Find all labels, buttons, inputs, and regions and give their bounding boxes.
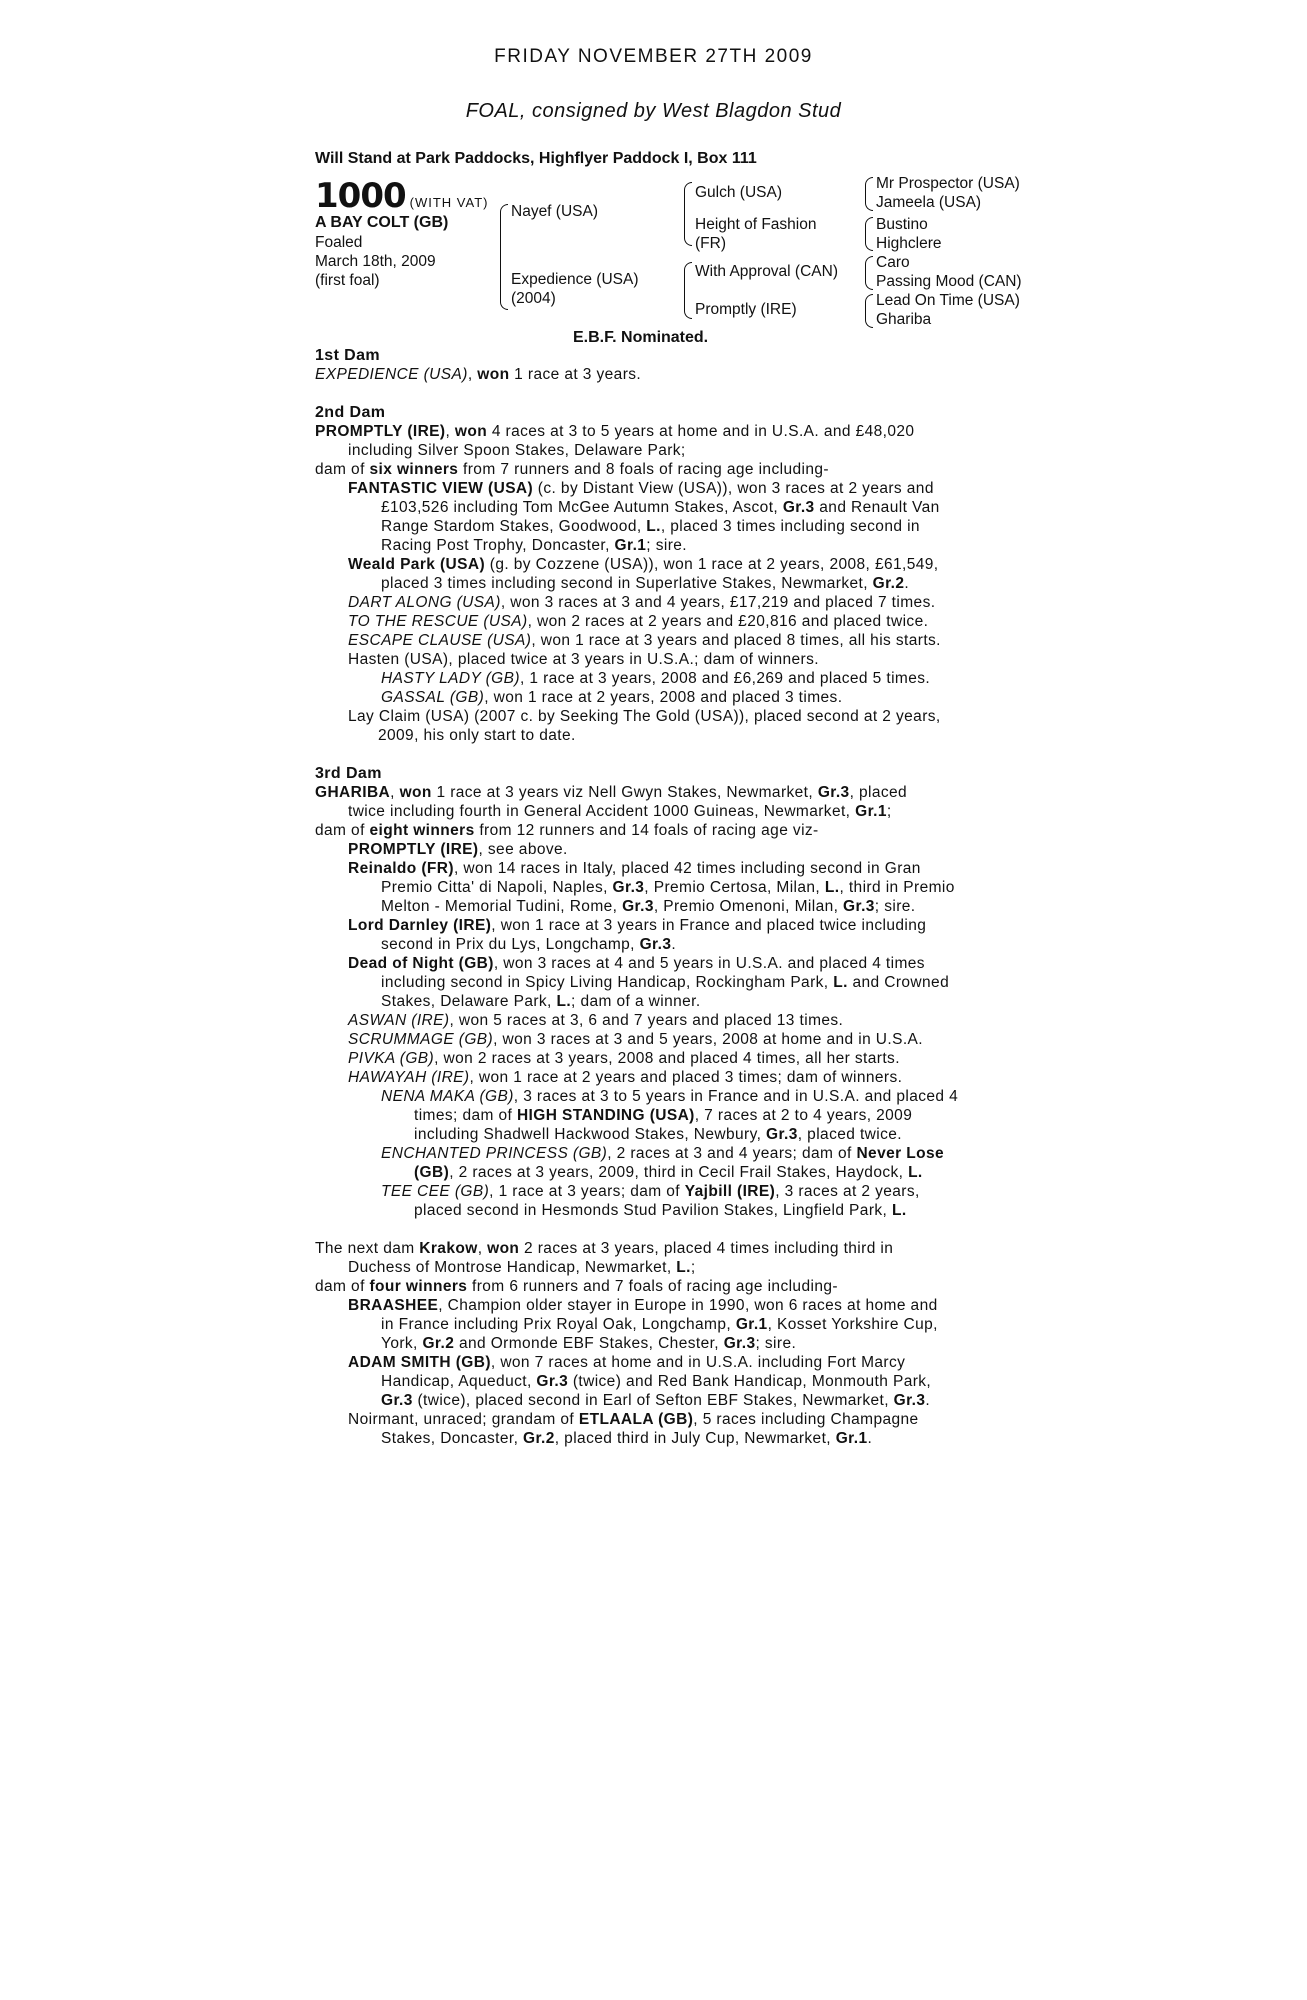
text: dam of <box>315 822 370 839</box>
horse-name: FANTASTIC VIEW (USA) <box>348 480 534 497</box>
text: ; <box>886 803 892 820</box>
pedigree-ssd: Jameela (USA) <box>876 194 982 211</box>
horse-name: ESCAPE CLAUSE (USA) <box>348 632 532 649</box>
brace-gs1 <box>865 177 873 211</box>
produce-braashee <box>315 1296 995 1315</box>
text: , placed <box>849 784 908 801</box>
text: , 7 races at 2 to 4 years, 2009 <box>694 1107 913 1124</box>
listed: L. <box>556 993 572 1010</box>
horse-name: BRAASHEE <box>348 1297 439 1314</box>
winners-count: eight winners <box>369 822 475 839</box>
text: , 1 race at 3 years; dam of <box>489 1183 685 1200</box>
catalogue-body <box>315 346 995 1448</box>
text: placed 3 times including second in Superlative Stakes, Newmarket, <box>381 575 873 592</box>
text: Noirmant, unraced; grandam of <box>348 1411 579 1428</box>
produce-hasten: Hasten (USA), placed twice at 3 years in U.S.A.; dam of winners. <box>348 651 819 668</box>
text: , won 7 races at home and in U.S.A. including Fort Marcy <box>490 1354 906 1371</box>
text: , placed third in July Cup, Newmarket, <box>554 1430 836 1447</box>
third-dam-line1: GHARIBA, won 1 race at 3 years viz Nell Gwyn Stakes, Newmarket, Gr.3, placed <box>315 784 908 801</box>
grade: Gr.2 <box>872 575 905 592</box>
text: , won 3 races at 3 and 5 years, 2008 at home and in U.S.A. <box>493 1031 923 1048</box>
horse-name: DART ALONG (USA) <box>348 594 501 611</box>
stand-location: Will Stand at Park Paddocks, Highflyer Paddock I, Box 111 <box>315 150 757 167</box>
horse-name: GASSAL (GB) <box>381 689 485 706</box>
grade: Gr.2 <box>523 1430 555 1447</box>
horse-name: Lord Darnley (IRE) <box>348 917 492 934</box>
produce-line <box>315 935 995 954</box>
produce-lord-darnley <box>315 916 995 935</box>
third-dam-line2 <box>315 802 995 821</box>
text: The next dam <box>315 1240 420 1257</box>
produce-line <box>315 1334 995 1353</box>
text: , won 1 race at 2 years, 2008 and placed 3 times. <box>484 689 843 706</box>
won-label: won <box>477 366 510 383</box>
text: , 5 races including Champagne <box>693 1411 919 1428</box>
grade: Gr.3 <box>893 1392 926 1409</box>
text: Premio Citta' di Napoli, Naples, <box>381 879 613 896</box>
grade: Gr.3 <box>536 1373 569 1390</box>
text: , won 2 races at 2 years and £20,816 and placed twice. <box>527 613 929 630</box>
text: twice including fourth in General Accident 1000 Guineas, Newmarket, <box>348 803 856 820</box>
pedigree-dam: Expedience (USA) (2004) <box>511 271 639 307</box>
text: (g. by Cozzene (USA)), won 1 race at 2 years, 2008, £61,549, <box>485 556 939 573</box>
listed: L. <box>676 1259 691 1276</box>
text: , third in Premio <box>839 879 955 896</box>
text: , 3 races at 2 years, <box>775 1183 920 1200</box>
grade: Gr.3 <box>782 499 815 516</box>
grade: Gr.3 <box>843 898 875 915</box>
text: £103,526 including Tom McGee Autumn Stakes, Ascot, <box>381 499 783 516</box>
listed: L. <box>646 518 661 535</box>
text: from 6 runners and 7 foals of racing age including- <box>467 1278 838 1295</box>
produce-weald-park <box>315 555 995 574</box>
produce-promptly <box>315 840 995 859</box>
grade: Gr.3 <box>766 1126 798 1143</box>
produce-hawayah <box>315 1068 995 1087</box>
grade: Gr.1 <box>614 537 647 554</box>
third-dam-heading: 3rd Dam <box>315 765 382 782</box>
race-record: 4 races at 3 to 5 years at home and in U.S.A. and £48,020 <box>487 423 915 440</box>
pedigree-dam-sire: With Approval (CAN) <box>695 263 838 280</box>
winners-count: six winners <box>369 461 459 478</box>
grade: Gr.3 <box>639 936 672 953</box>
produce-lay-claim: Lay Claim (USA) (2007 c. by Seeking The Gold (USA)), placed second at 2 years, <box>348 708 941 725</box>
horse-name: (GB) <box>414 1164 450 1181</box>
produce-reinaldo <box>315 859 995 878</box>
produce-line <box>315 517 995 536</box>
horse-name: HIGH STANDING (USA) <box>516 1107 695 1124</box>
produce-line <box>315 973 995 992</box>
grade: Gr.3 <box>817 784 850 801</box>
text: , Kosset Yorkshire Cup, <box>767 1316 938 1333</box>
produce-line <box>315 574 995 593</box>
text: . <box>867 1430 873 1447</box>
horse-name: Krakow <box>419 1240 478 1257</box>
text: 2 races at 3 years, placed 4 times including third in <box>519 1240 894 1257</box>
text: (twice), placed second in Earl of Sefton EBF Stakes, Newmarket, <box>412 1392 894 1409</box>
text: and Renault Van <box>814 499 940 516</box>
brace-gs4 <box>865 294 873 328</box>
pedigree-dss: Caro <box>876 254 910 271</box>
text: , Premio Certosa, Milan, <box>644 879 825 896</box>
text: , placed twice. <box>797 1126 902 1143</box>
horse-name: GHARIBA <box>315 784 391 801</box>
grade: Gr.2 <box>422 1335 455 1352</box>
horse-name: SCRUMMAGE (GB) <box>348 1031 494 1048</box>
text: and Crowned <box>847 974 950 991</box>
text: and Ormonde EBF Stakes, Chester, <box>454 1335 724 1352</box>
listed: L. <box>891 1202 907 1219</box>
produce-enchanted-princess <box>315 1144 995 1163</box>
text: , won 5 races at 3, 6 and 7 years and placed 13 times. <box>449 1012 844 1029</box>
text: , placed 3 times including second in <box>660 518 920 535</box>
text: . <box>671 936 677 953</box>
text: , see above. <box>478 841 568 858</box>
next-dam-line1: The next dam Krakow, won 2 races at 3 years, placed 4 times including third in <box>315 1240 894 1257</box>
second-dam-heading: 2nd Dam <box>315 404 386 421</box>
text: 1 race at 3 years viz Nell Gwyn Stakes, Newmarket, <box>431 784 818 801</box>
produce-line <box>315 1315 995 1334</box>
text: , won 14 races in Italy, placed 42 times including second in Gran <box>453 860 921 877</box>
produce-line <box>315 1125 995 1144</box>
first-dam-heading: 1st Dam <box>315 347 381 364</box>
horse-name: PIVKA (GB) <box>348 1050 435 1067</box>
produce-line <box>315 1163 995 1182</box>
text: Duchess of Montrose Handicap, Newmarket, <box>348 1259 677 1276</box>
pedigree-sss: Mr Prospector (USA) <box>876 175 1020 192</box>
pedigree-dam-dam: Promptly (IRE) <box>695 301 797 318</box>
text: Stakes, Doncaster, <box>381 1430 523 1447</box>
produce-noirmant <box>315 1410 995 1429</box>
produce-aswan <box>315 1011 995 1030</box>
grade: Gr.1 <box>735 1316 768 1333</box>
grade: Gr.1 <box>835 1430 868 1447</box>
produce-escape-clause <box>315 631 995 650</box>
winners-count: four winners <box>369 1278 468 1295</box>
text: , won 1 race at 2 years and placed 3 times; dam of winners. <box>469 1069 903 1086</box>
produce-line <box>315 1391 995 1410</box>
text: from 7 runners and 8 foals of racing age including- <box>458 461 829 478</box>
sale-date: FRIDAY NOVEMBER 27TH 2009 <box>494 46 813 67</box>
pedigree-dsd: Passing Mood (CAN) <box>876 273 1022 290</box>
produce-scrummage <box>315 1030 995 1049</box>
pedigree-dds: Lead On Time (USA) <box>876 292 1020 309</box>
first-dam-line: EXPEDIENCE (USA), won 1 race at 3 years. <box>315 366 642 383</box>
horse-name: Dead of Night (GB) <box>348 955 494 972</box>
produce-line <box>315 536 995 555</box>
text: Stakes, Delaware Park, <box>381 993 557 1010</box>
grade: Gr.3 <box>612 879 645 896</box>
text: York, <box>381 1335 423 1352</box>
horse-name: NENA MAKA (GB) <box>381 1088 514 1105</box>
produce-fantastic-view <box>315 479 995 498</box>
brace-dam-parents <box>684 262 692 319</box>
text: ; dam of a winner. <box>571 993 701 1010</box>
text: , 2 races at 3 years, 2009, third in Cecil Frail Stakes, Haydock, <box>449 1164 909 1181</box>
second-dam-line1: PROMPTLY (IRE), won 4 races at 3 to 5 years at home and in U.S.A. and £48,020 <box>315 423 915 440</box>
text: placed second in Hesmonds Stud Pavilion Stakes, Lingfield Park, <box>414 1202 892 1219</box>
consignment-line: FOAL, consigned by West Blagdon Stud <box>465 100 842 122</box>
text: including second in Spicy Living Handicap, Rockingham Park, <box>381 974 834 991</box>
text: , won 1 race at 3 years and placed 8 times, all his starts. <box>531 632 941 649</box>
second-dam-line2: including Silver Spoon Stakes, Delaware Park; <box>348 442 686 459</box>
text: , Premio Omenoni, Milan, <box>653 898 844 915</box>
pedigree-sire: Nayef (USA) <box>511 203 598 220</box>
grade: Gr.1 <box>855 803 887 820</box>
race-record: 1 race at 3 years. <box>509 366 642 383</box>
brace-sire-dam <box>500 204 508 310</box>
text: from 12 runners and 14 foals of racing age viz- <box>474 822 819 839</box>
horse-name: PROMPTLY (IRE) <box>348 841 479 858</box>
horse-name: ETLAALA (GB) <box>578 1411 694 1428</box>
text: , 1 race at 3 years, 2008 and £6,269 and placed 5 times. <box>519 670 931 687</box>
text: , won 3 races at 3 and 4 years, £17,219 and placed 7 times. <box>500 594 936 611</box>
produce-tee-cee <box>315 1182 995 1201</box>
pedigree-sire-dam: Height of Fashion (FR) <box>695 216 817 252</box>
produce-line <box>315 498 995 517</box>
won-label: won <box>399 784 432 801</box>
text: , won 1 race at 3 years in France and placed twice including <box>491 917 927 934</box>
text: , Champion older stayer in Europe in 1990, won 6 races at home and <box>438 1297 938 1314</box>
text: ; sire. <box>646 537 687 554</box>
produce-to-the-rescue <box>315 612 995 631</box>
produce-gassal <box>315 688 995 707</box>
horse-name: TEE CEE (GB) <box>381 1183 490 1200</box>
text: . <box>925 1392 931 1409</box>
produce-line <box>315 878 995 897</box>
text: times; dam of <box>414 1107 517 1124</box>
horse-name: TO THE RESCUE (USA) <box>348 613 528 630</box>
text: ; sire. <box>874 898 916 915</box>
text: Melton - Memorial Tudini, Rome, <box>381 898 623 915</box>
foaling-details: Foaled March 18th, 2009 (first foal) <box>315 234 436 289</box>
text: Range Stardom Stakes, Goodwood, <box>381 518 647 535</box>
produce-line <box>315 1429 995 1448</box>
brace-gs3 <box>865 256 873 290</box>
text: Handicap, Aqueduct, <box>381 1373 537 1390</box>
vat-note: (WITH VAT) <box>409 195 489 210</box>
listed: L. <box>908 1164 923 1181</box>
horse-name: ENCHANTED PRINCESS (GB) <box>381 1145 608 1162</box>
text: , won 2 races at 3 years, 2008 and placed 4 times, all her starts. <box>434 1050 900 1067</box>
text: (c. by Distant View (USA)), won 3 races at 2 years and <box>533 480 934 497</box>
grade: Gr.3 <box>381 1392 413 1409</box>
text: . <box>904 575 910 592</box>
lot-number-block <box>315 176 488 216</box>
brace-sire-parents <box>684 182 692 246</box>
pedigree-sire-sire: Gulch (USA) <box>695 184 782 201</box>
pedigree-ddd: Ghariba <box>876 311 932 328</box>
horse-name: Never Lose <box>856 1145 945 1162</box>
produce-line <box>315 1106 995 1125</box>
text: Racing Post Trophy, Doncaster, <box>381 537 615 554</box>
produce-dead-of-night <box>315 954 995 973</box>
next-dam-dam-of <box>315 1277 995 1296</box>
horse-name: HASTY LADY (GB) <box>381 670 520 687</box>
won-label: won <box>487 1240 520 1257</box>
produce-dart-along <box>315 593 995 612</box>
horse-name: PROMPTLY (IRE) <box>315 423 446 440</box>
horse-name: Weald Park (USA) <box>348 556 486 573</box>
text: ; <box>690 1259 696 1276</box>
grade: Gr.3 <box>622 898 654 915</box>
produce-adam-smith <box>315 1353 995 1372</box>
text: dam of <box>315 1278 370 1295</box>
text: in France including Prix Royal Oak, Longchamp, <box>381 1316 736 1333</box>
produce-hasty-lady <box>315 669 995 688</box>
listed: L. <box>824 879 840 896</box>
text: , won 3 races at 4 and 5 years in U.S.A. and placed 4 times <box>493 955 925 972</box>
horse-name: EXPEDIENCE (USA) <box>315 366 468 383</box>
horse-name: ADAM SMITH (GB) <box>348 1354 491 1371</box>
pedigree-sds: Bustino <box>876 216 928 233</box>
listed: L. <box>833 974 848 991</box>
third-dam-dam-of <box>315 821 995 840</box>
produce-line <box>315 1201 995 1220</box>
horse-name: Yajbill (IRE) <box>684 1183 776 1200</box>
grade: Gr.3 <box>723 1335 756 1352</box>
lot-number: 1000 <box>315 176 406 216</box>
text: (twice) and Red Bank Handicap, Monmouth Park, <box>568 1373 932 1390</box>
produce-line <box>315 992 995 1011</box>
next-dam-line2 <box>315 1258 995 1277</box>
horse-name: Reinaldo (FR) <box>348 860 454 877</box>
second-dam-dam-of <box>315 460 995 479</box>
horse-name: HAWAYAH (IRE) <box>348 1069 470 1086</box>
ebf-nominated: E.B.F. Nominated. <box>573 329 709 346</box>
brace-gs2 <box>865 217 873 251</box>
text: including Shadwell Hackwood Stakes, Newbury, <box>414 1126 766 1143</box>
text: , 3 races at 3 to 5 years in France and in U.S.A. and placed 4 <box>513 1088 959 1105</box>
lot-title: A BAY COLT (GB) <box>315 214 449 231</box>
produce-line <box>315 897 995 916</box>
produce-line: 2009, his only start to date. <box>378 727 576 744</box>
produce-pivka <box>315 1049 995 1068</box>
pedigree-sdd: Highclere <box>876 235 942 252</box>
produce-line <box>315 1372 995 1391</box>
text: second in Prix du Lys, Longchamp, <box>381 936 640 953</box>
text: , 2 races at 3 and 4 years; dam of <box>607 1145 857 1162</box>
horse-name: ASWAN (IRE) <box>348 1012 450 1029</box>
text: ; sire. <box>755 1335 797 1352</box>
produce-nena-maka <box>315 1087 995 1106</box>
won-label: won <box>454 423 488 440</box>
text: dam of <box>315 461 370 478</box>
